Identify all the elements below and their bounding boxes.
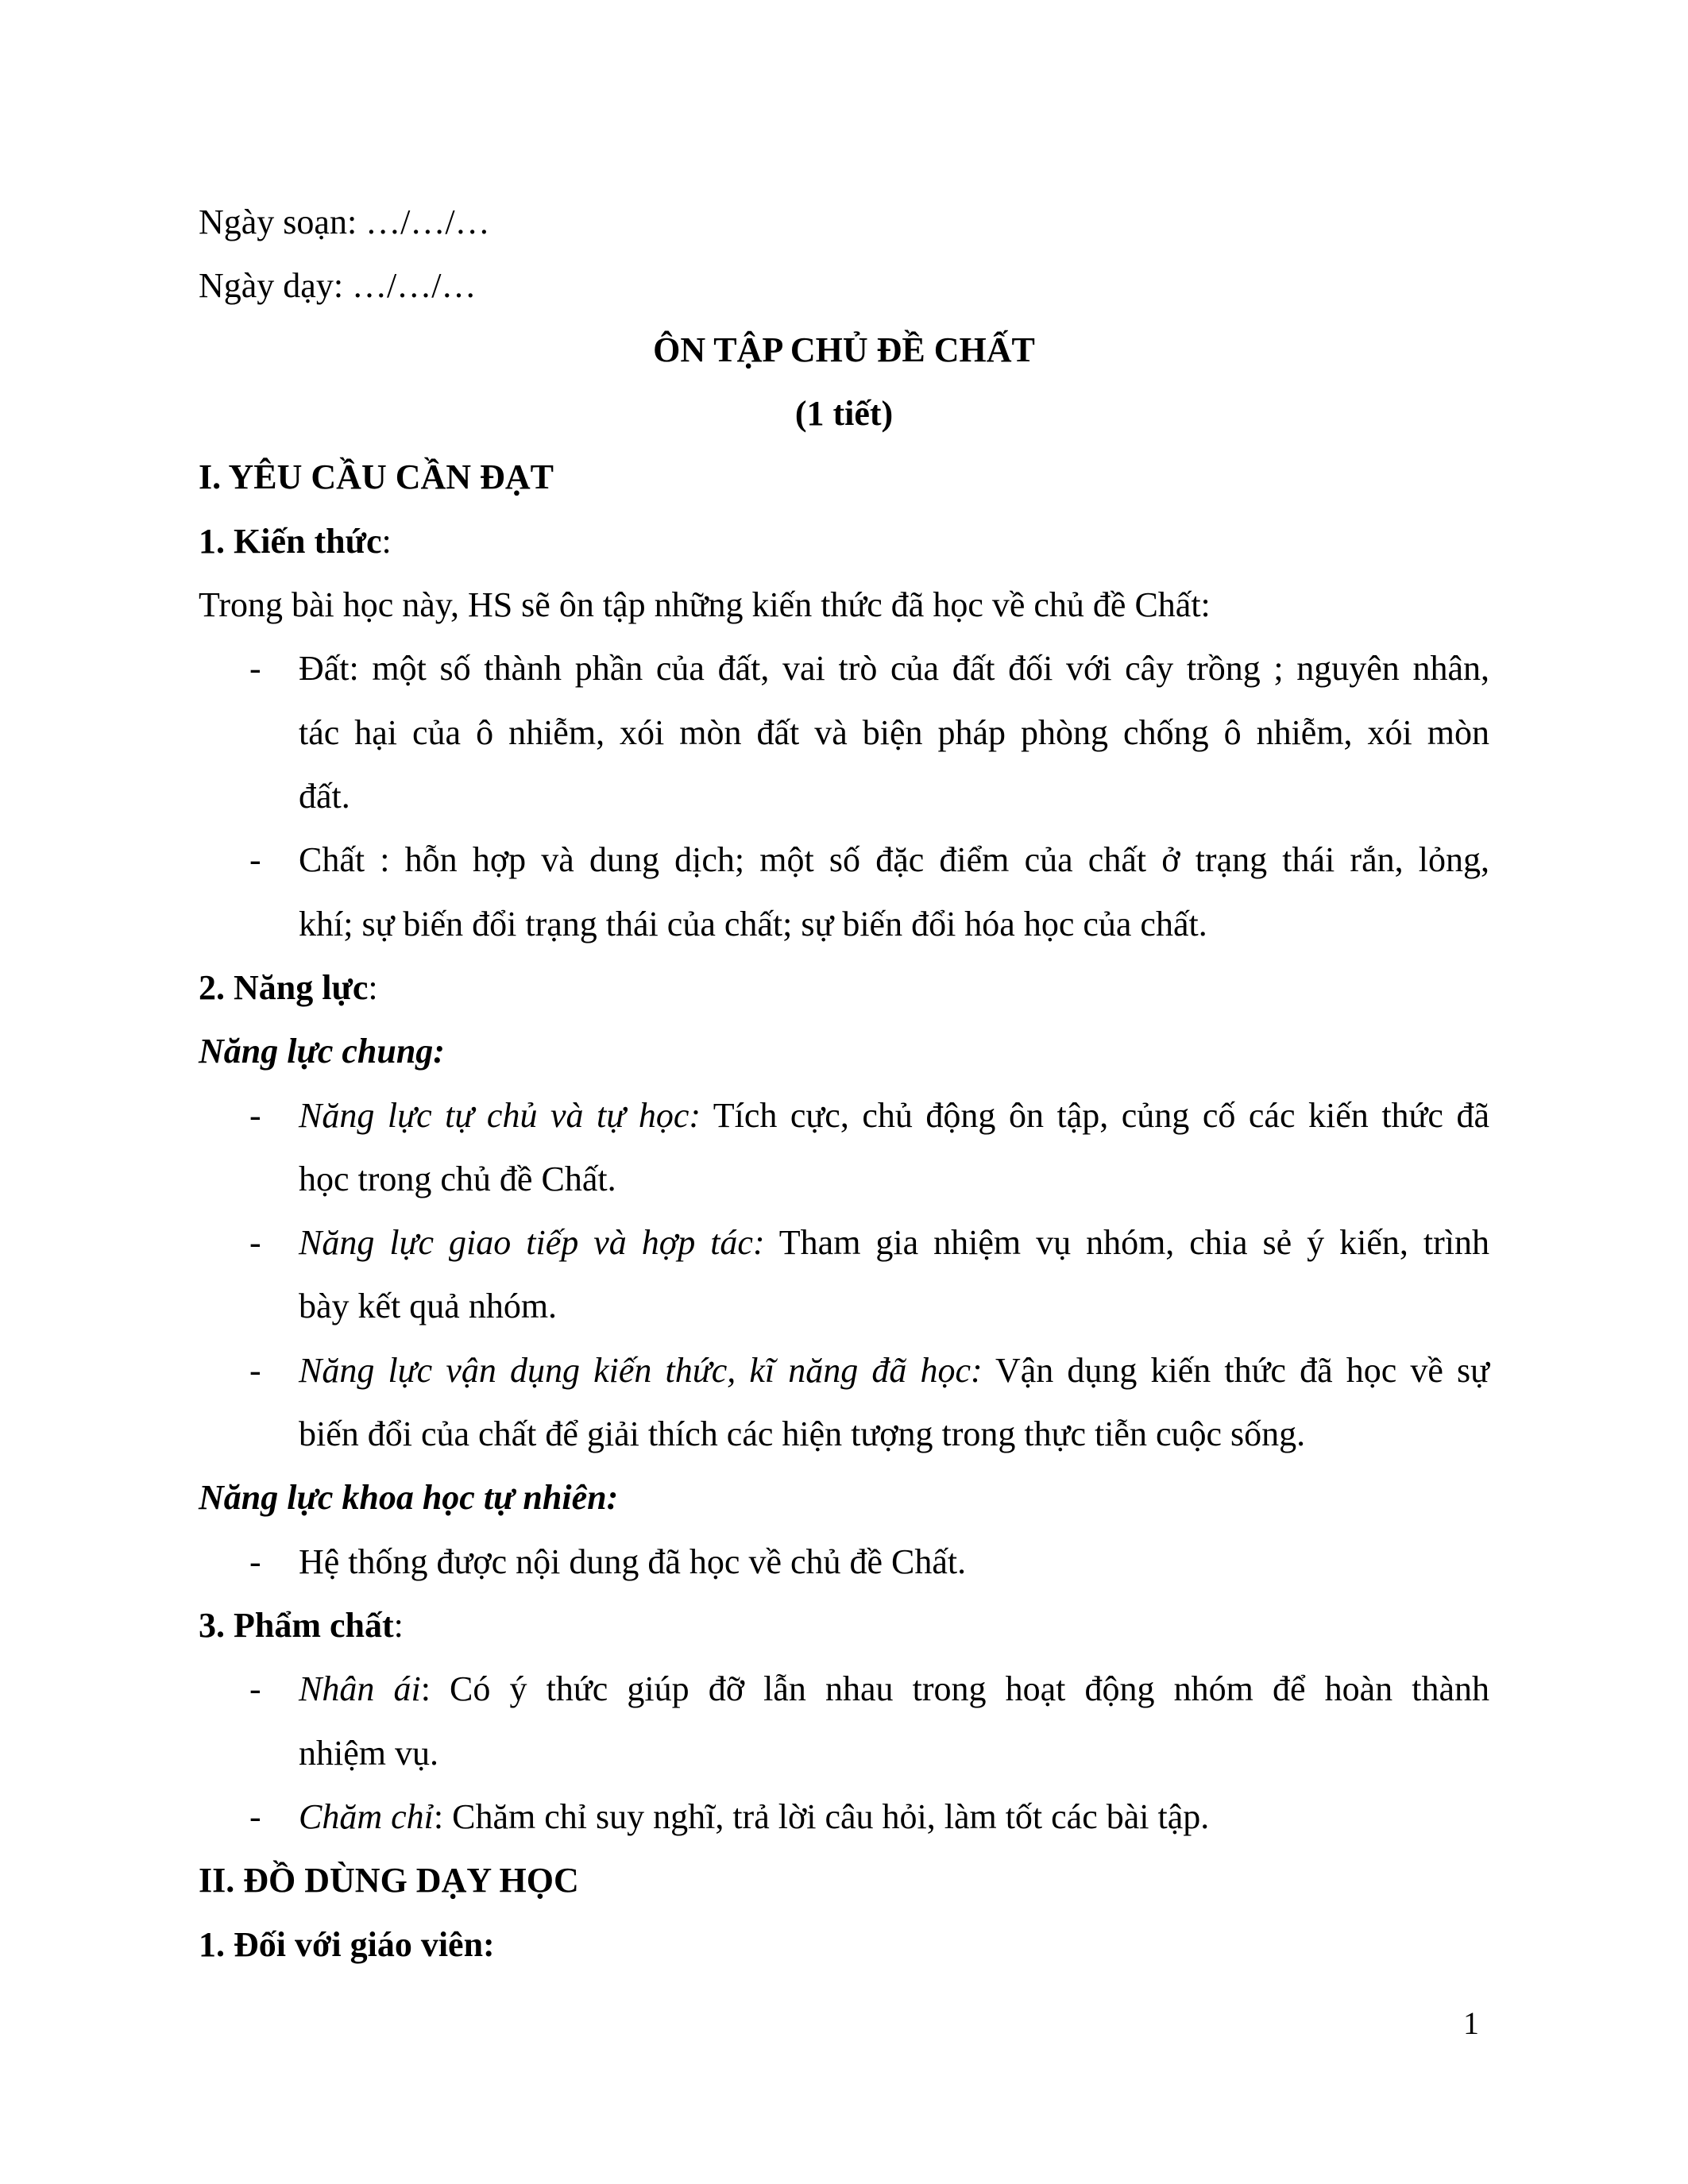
list-item: Hệ thống được nội dung đã học về chủ đề Chất. (299, 1542, 967, 1581)
list-item: Năng lực tự chủ và tự học: Tích cực, chủ động ôn tập, củng cố các kiến thức đã (299, 1096, 1489, 1135)
bullet-dash: - (249, 1096, 261, 1135)
list-item-continuation: khí; sự biến đổi trạng thái của chất; sự biến đổi hóa học của chất. (299, 905, 1207, 943)
page-subtitle: (1 tiết) (794, 394, 894, 433)
subheading-giao-vien: 1. Đối với giáo viên: (199, 1925, 495, 1964)
bullet-dash: - (249, 1542, 261, 1581)
bullet-dash: - (249, 1797, 261, 1836)
bullet-dash: - (249, 1669, 261, 1708)
list-item-continuation: đất. (299, 777, 350, 816)
section-heading-yeu-cau: I. YÊU CẦU CẦN ĐẠT (199, 457, 554, 496)
subheading-nang-luc: 2. Năng lực: (199, 968, 378, 1007)
list-item: Đất: một số thành phần của đất, vai trò của đất đối với cây trồng ; nguyên nhân, (299, 649, 1489, 688)
nang-luc-chung-label: Năng lực chung: (199, 1032, 445, 1071)
page-number: 1 (1463, 2005, 1479, 2041)
section-heading-do-dung: II. ĐỒ DÙNG DẠY HỌC (199, 1861, 579, 1900)
bullet-dash: - (249, 649, 261, 688)
nang-luc-khtn-label: Năng lực khoa học tự nhiên: (199, 1478, 619, 1517)
bullet-dash: - (249, 1223, 261, 1262)
kien-thuc-intro: Trong bài học này, HS sẽ ôn tập những kiến thức đã học về chủ đề Chất: (199, 585, 1211, 624)
list-item: Chăm chỉ: Chăm chỉ suy nghĩ, trả lời câu hỏi, làm tốt các bài tập. (299, 1797, 1210, 1836)
subheading-pham-chat: 3. Phẩm chất: (199, 1606, 404, 1645)
list-item-continuation: biến đổi của chất để giải thích các hiện tượng trong thực tiễn cuộc sống. (299, 1414, 1306, 1453)
list-item: Năng lực giao tiếp và hợp tác: Tham gia nhiệm vụ nhóm, chia sẻ ý kiến, trình (299, 1223, 1489, 1262)
ngay-soan: Ngày soạn: …/…/… (199, 203, 490, 241)
subheading-kien-thuc: 1. Kiến thức: (199, 522, 392, 561)
list-item: Năng lực vận dụng kiến thức, kĩ năng đã học: Vận dụng kiến thức đã học về sự (299, 1351, 1489, 1390)
list-item: Nhân ái: Có ý thức giúp đỡ lẫn nhau trong hoạt động nhóm để hoàn thành (299, 1669, 1489, 1708)
ngay-day: Ngày dạy: …/…/… (199, 266, 477, 305)
list-item-continuation: học trong chủ đề Chất. (299, 1160, 616, 1198)
page-content (199, 0, 1489, 2184)
bullet-dash: - (249, 1351, 261, 1390)
page-title: ÔN TẬP CHỦ ĐỀ CHẤT (653, 330, 1035, 369)
list-item: Chất : hỗn hợp và dung dịch; một số đặc điểm của chất ở trạng thái rắn, lỏng, (299, 840, 1489, 879)
list-item-continuation: bày kết quả nhóm. (299, 1287, 558, 1325)
list-item-continuation: nhiệm vụ. (299, 1734, 438, 1773)
list-item-continuation: tác hại của ô nhiễm, xói mòn đất và biện pháp phòng chống ô nhiễm, xói mòn (299, 713, 1489, 752)
bullet-dash: - (249, 840, 261, 879)
